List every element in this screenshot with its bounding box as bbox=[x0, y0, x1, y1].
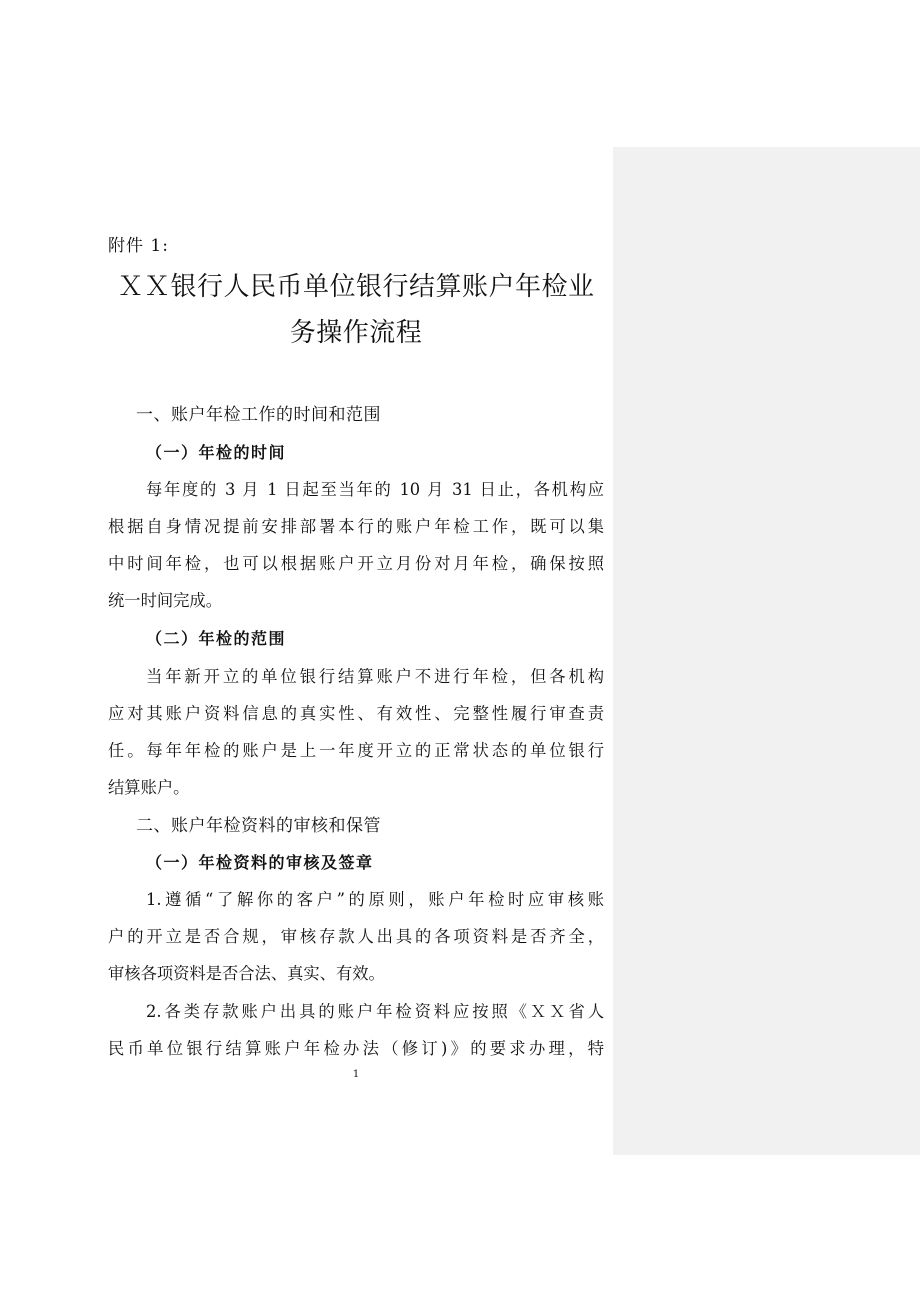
section-2-item-2-paragraph bbox=[108, 993, 604, 1067]
paragraph-line: 2.各类存款账户出具的账户年检资料应按照《ＸＸ省人 bbox=[146, 1002, 604, 1021]
section-1-sub-1-paragraph bbox=[108, 471, 604, 619]
section-1-heading: 一、账户年检工作的时间和范围 bbox=[136, 405, 381, 425]
title-line-1: ＸＸ银行人民币单位银行结算账户年检业 bbox=[117, 272, 595, 302]
section-1-sub-2-heading: （二）年检的范围 bbox=[146, 629, 287, 648]
section-1-sub-2-paragraph bbox=[108, 658, 604, 806]
paragraph-line: 审核各项资料是否合法、真实、有效。 bbox=[108, 964, 385, 983]
paragraph-line: 根据自身情况提前安排部署本行的账户年检工作，既可以集 bbox=[108, 517, 604, 536]
title-line-2: 务操作流程 bbox=[289, 318, 423, 348]
comment-margin-pane bbox=[613, 147, 920, 1155]
paragraph-line: 应对其账户资料信息的真实性、有效性、完整性履行审查责 bbox=[108, 704, 604, 723]
document-page bbox=[108, 0, 604, 1302]
attachment-label: 附件 1: bbox=[108, 236, 169, 256]
paragraph-line: 每年度的 3 月 1 日起至当年的 10 月 31 日止，各机构应 bbox=[146, 480, 604, 499]
page-number: 1 bbox=[352, 1069, 360, 1080]
paragraph-line: 民币单位银行结算账户年检办法（修订)》的要求办理，特 bbox=[108, 1039, 604, 1058]
paragraph-line: 结算账户。 bbox=[108, 778, 190, 797]
document-title bbox=[108, 264, 604, 356]
section-2-item-1-paragraph bbox=[108, 881, 604, 992]
paragraph-line: 户的开立是否合规，审核存款人出具的各项资料是否齐全， bbox=[108, 927, 604, 946]
paragraph-line: 任。每年年检的账户是上一年度开立的正常状态的单位银行 bbox=[108, 741, 604, 760]
paragraph-line: 中时间年检，也可以根据账户开立月份对月年检，确保按照 bbox=[108, 554, 604, 573]
paragraph-line: 统一时间完成。 bbox=[108, 591, 222, 610]
section-2-sub-1-heading: （一）年检资料的审核及签章 bbox=[146, 853, 374, 872]
paragraph-line: 1.遵循“了解你的客户”的原则，账户年检时应审核账 bbox=[146, 890, 604, 909]
paragraph-line: 当年新开立的单位银行结算账户不进行年检，但各机构 bbox=[146, 667, 604, 686]
section-2-heading: 二、账户年检资料的审核和保管 bbox=[136, 816, 381, 836]
section-1-sub-1-heading: （一）年检的时间 bbox=[146, 443, 287, 462]
